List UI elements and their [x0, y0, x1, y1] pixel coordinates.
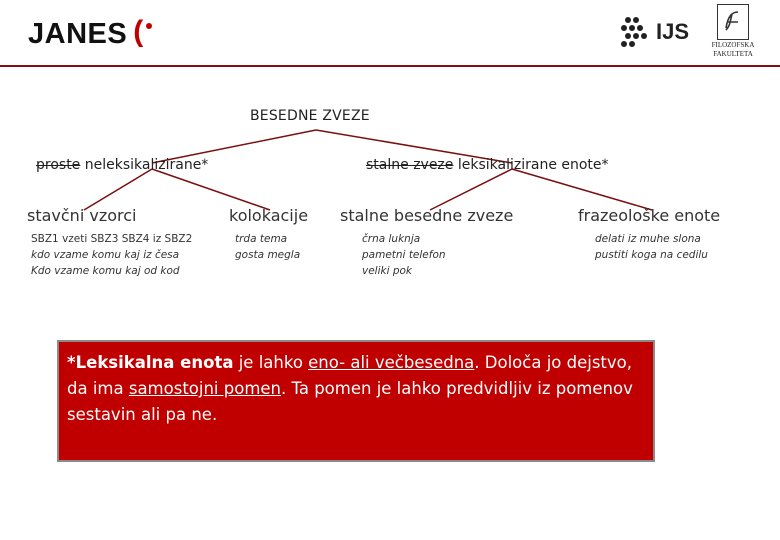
category-stalne-besedne-zveze: stalne besedne zveze [340, 206, 514, 225]
definition-box [57, 340, 655, 462]
example-item: SBZ1 vzeti SBZ3 SBZ4 iz SBZ2 [31, 233, 193, 245]
faculty-name-line1: FILOZOFSKA [711, 41, 755, 49]
branch-right-label: leksikalizirane enote* [453, 157, 609, 173]
branch-left-struck: proste [36, 157, 81, 173]
ijs-logo-text: IJS [656, 19, 690, 44]
definition-underlined: samostojni pomen [128, 379, 282, 398]
branch-leksikalizirane [366, 157, 609, 173]
connector-right-cat3 [430, 169, 512, 210]
definition-underlined: eno- ali večbesedna [308, 353, 475, 372]
example-item: veliki pok [362, 265, 413, 277]
category-stavcni-vzorci: stavčni vzorci [27, 206, 137, 225]
branch-left-label: neleksikalizirane* [80, 157, 209, 173]
connector-left-cat1 [84, 169, 152, 210]
janes-logo-mark-icon: ( [133, 15, 152, 49]
example-item: pustiti koga na cedilu [595, 249, 708, 261]
tree-title: BESEDNE ZVEZE [250, 108, 370, 124]
connector-left-cat2 [152, 169, 270, 210]
branch-neleksikalizirane [36, 157, 208, 173]
example-item: delati iz muhe slona [595, 233, 701, 245]
branch-right-struck: stalne zveze [366, 157, 454, 173]
category-frazeoloske-enote: frazeološke enote [578, 206, 721, 225]
example-item: trda tema [235, 233, 288, 245]
faculty-name-line2: FAKULTETA [713, 50, 753, 58]
examples-stalne-besedne-zveze [362, 231, 446, 279]
example-item: gosta megla [235, 249, 301, 261]
example-item: pametni telefon [362, 249, 446, 261]
examples-stavcni-vzorci [31, 231, 192, 279]
example-item: kdo vzame komu kaj iz česa [31, 249, 180, 261]
definition-text: . Določa jo dejstvo, da ima [67, 353, 632, 398]
example-item: črna luknja [362, 233, 421, 245]
examples-kolokacije [235, 231, 300, 263]
definition-text: je lahko [233, 353, 309, 372]
definition-term: *Leksikalna enota [67, 353, 234, 372]
category-kolokacije: kolokacije [229, 206, 309, 225]
connector-right-cat4 [512, 169, 652, 210]
janes-logo-text: JANES [28, 17, 128, 50]
example-item: Kdo vzame komu kaj od kod [31, 265, 180, 277]
definition-text: . Ta pomen je lahko predvidljiv iz pomenov sestavin ali pa ne. [67, 379, 633, 424]
examples-frazeoloske-enote [595, 231, 708, 263]
